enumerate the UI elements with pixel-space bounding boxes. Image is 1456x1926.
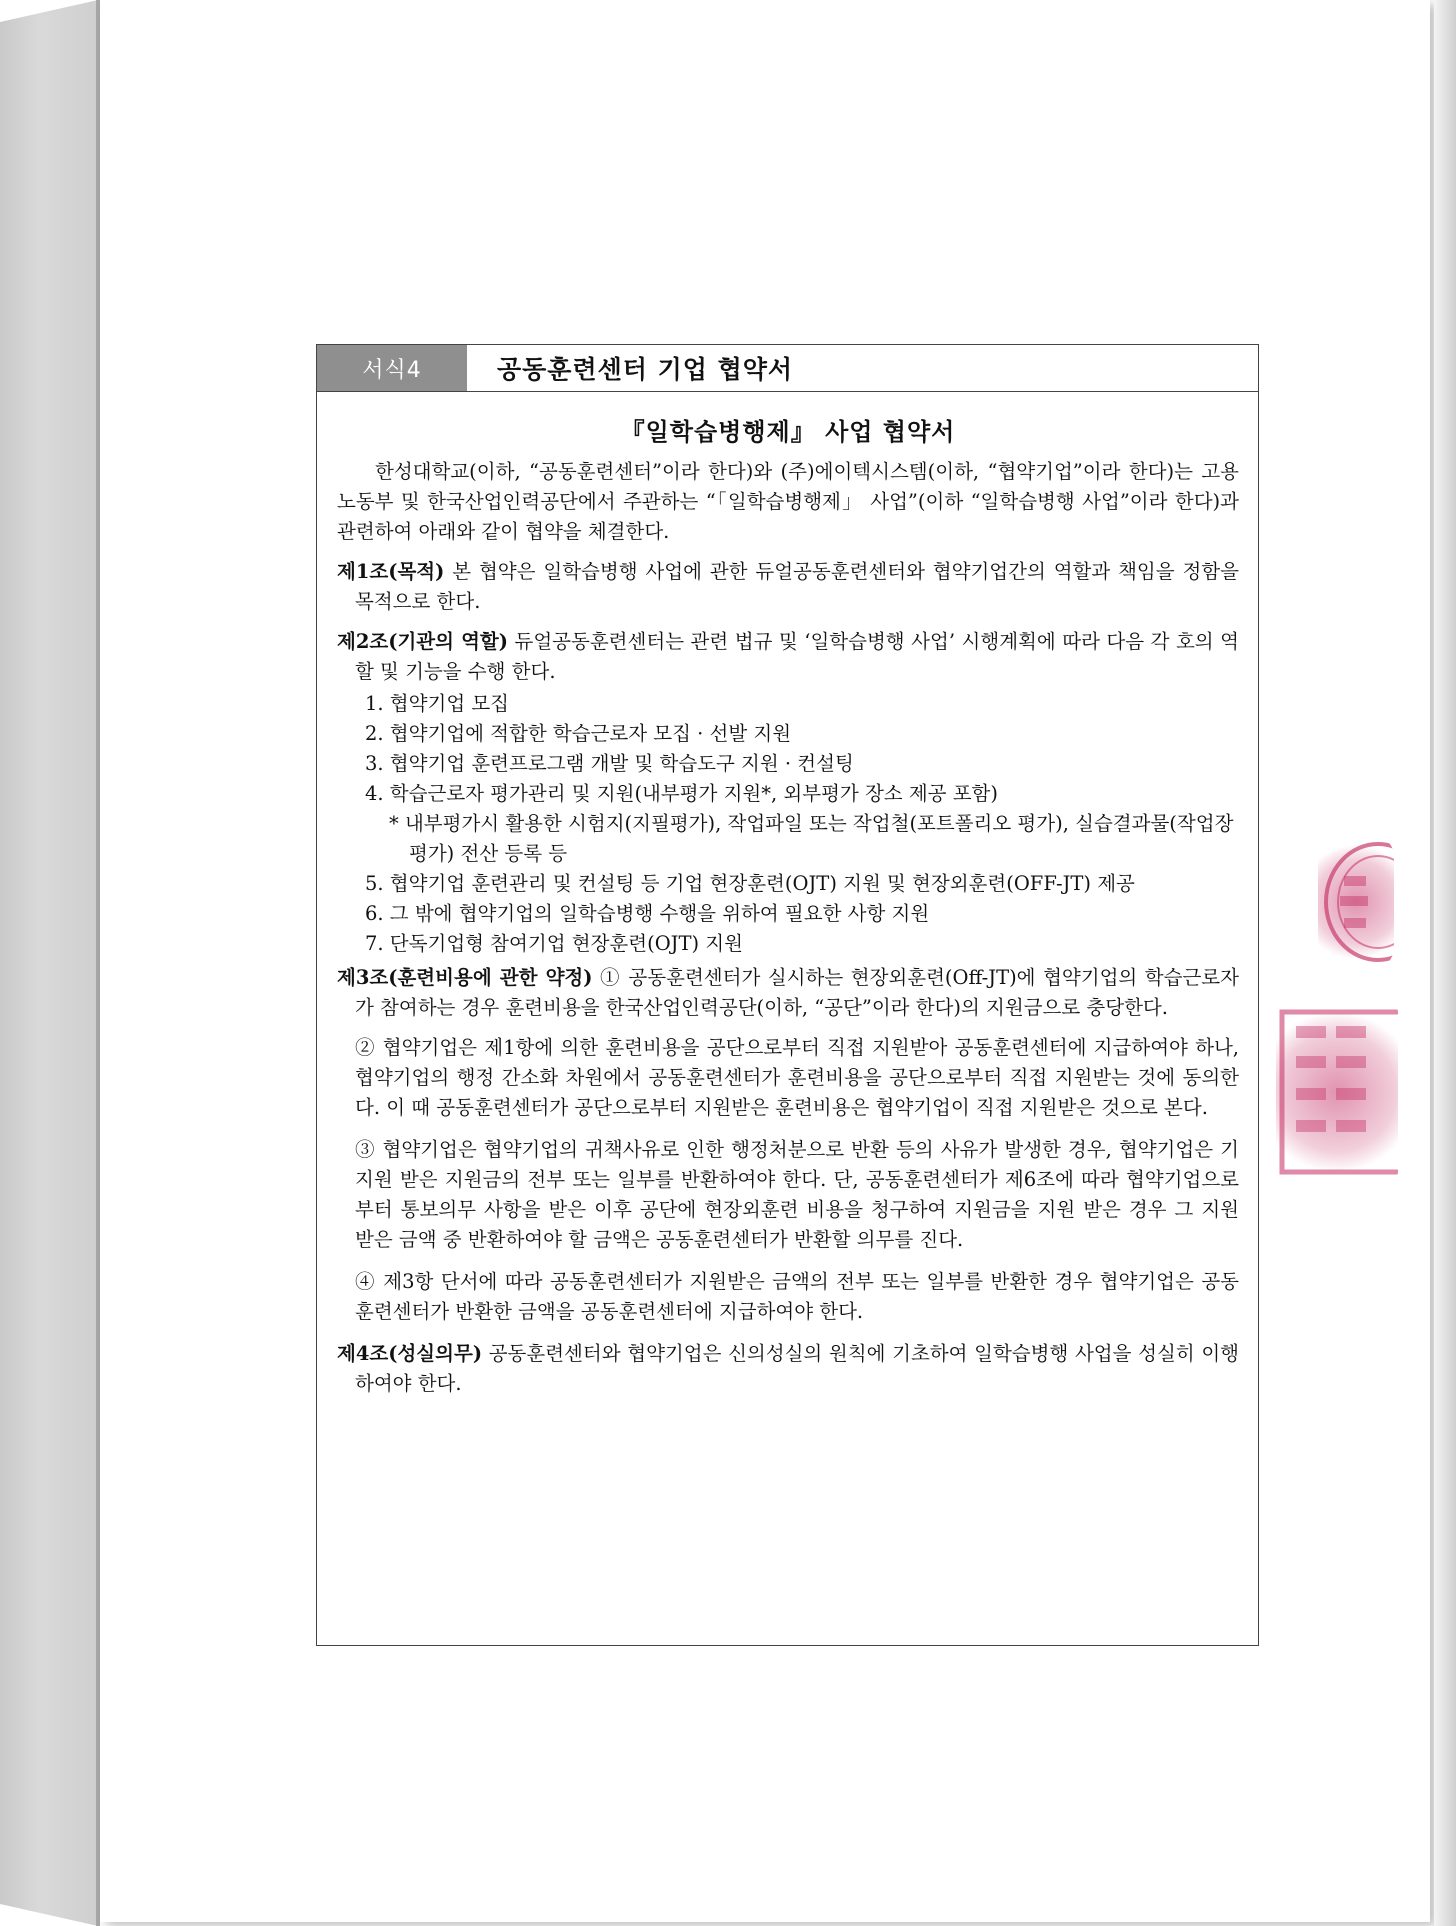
form-content xyxy=(337,413,1239,1409)
article-2-text: 듀얼공동훈련센터는 관련 법규 및 ‘일학습병행 사업’ 시행계획에 따라 다음 각 호의 역할 및 기능을 수행 한다. xyxy=(355,630,1239,683)
article-3-heading: 제3조(훈련비용에 관한 약정) xyxy=(337,966,593,989)
article-4-heading: 제4조(성실의무) xyxy=(337,1342,483,1365)
list-item: 6. 그 밖에 협약기업의 일학습병행 수행을 위하여 필요한 사항 지원 xyxy=(365,902,930,925)
article-3-clause-2: ② 협약기업은 제1항에 의한 훈련비용을 공단으로부터 직접 지원받아 공동훈련센터에 지급하여야 하나, 협약기업의 행정 간소화 차원에서 공동훈련센터가 훈련비용을 공단으로부터 직접 지원받는 것에 동의한다. 이 때 공동훈련센터가 공단으로부터 지원받은 훈련비용은 협약기업이 직접 지원받은 것으로 본다. xyxy=(355,1036,1239,1119)
seal-stamp-icon xyxy=(1318,836,1394,968)
article-4 xyxy=(337,1339,1239,1399)
article-3-clause-4: ④ 제3항 단서에 따라 공동훈련센터가 지원받은 금액의 전부 또는 일부를 반환한 경우 협약기업은 공동훈련센터가 반환한 금액을 공동훈련센터에 지급하여야 한다. xyxy=(355,1270,1239,1323)
list-note: * 내부평가시 활용한 시험지(지필평가), 작업파일 또는 작업철(포트폴리오 평가), 실습결과물(작업장 평가) 전산 등록 등 xyxy=(389,812,1234,865)
article-1 xyxy=(337,557,1239,617)
list-item: 3. 협약기업 훈련프로그램 개발 및 학습도구 지원 · 컨설팅 xyxy=(365,752,854,775)
seal-stamp-icon xyxy=(1276,1004,1398,1180)
form-title: 공동훈련센터 기업 협약서 xyxy=(497,355,794,384)
article-2-list xyxy=(337,689,1239,959)
form-tag: 서식4 xyxy=(317,345,467,391)
intro-paragraph: 한성대학교(이하, “공동훈련센터”이라 한다)와 (주)에이텍시스템(이하, “협약기업”이라 한다)는 고용노동부 및 한국산업인력공단에서 주관하는 “「일학습병행제」 사업”(이하 “일학습병행 사업”이라 한다)과 관련하여 아래와 같이 협약을 체결한다. xyxy=(337,460,1239,543)
list-item: 5. 협약기업 훈련관리 및 컨설팅 등 기업 현장훈련(OJT) 지원 및 현장외훈련(OFF-JT) 제공 xyxy=(365,872,1135,895)
article-1-text: 본 협약은 일학습병행 사업에 관한 듀얼공동훈련센터와 협약기업간의 역할과 책임을 정함을 목적으로 한다. xyxy=(355,560,1239,613)
book-spine xyxy=(0,0,98,1926)
list-item: 1. 협약기업 모집 xyxy=(365,692,510,715)
form-header xyxy=(317,345,1258,392)
article-3-text: ① 공동훈련센터가 실시하는 현장외훈련(Off-JT)에 협약기업의 학습근로자가 참여하는 경우 훈련비용을 한국산업인력공단(이하, “공단”이라 한다)의 지원금으로 충당한다. xyxy=(355,966,1239,1019)
page-right-edge xyxy=(1434,0,1456,1926)
article-3-clause-3: ③ 협약기업은 협약기업의 귀책사유로 인한 행정처분으로 반환 등의 사유가 발생한 경우, 협약기업은 기지원 받은 지원금의 전부 또는 일부를 반환하여야 한다. 단, 공동훈련센터가 제6조에 따라 협약기업으로부터 통보의무 사항을 받은 이후 공단에 현장외훈련 비용을 청구하여 지원금을 지원 받은 경우 그 지원 받은 금액 중 반환하여야 할 금액은 공동훈련센터가 반환할 의무를 진다. xyxy=(355,1138,1239,1251)
article-1-heading: 제1조(목적) xyxy=(337,560,445,583)
seal-stamp-1-graphic xyxy=(1318,836,1394,968)
list-item: 7. 단독기업형 참여기업 현장훈련(OJT) 지원 xyxy=(365,932,743,955)
article-2 xyxy=(337,627,1239,687)
seal-stamp-2-graphic xyxy=(1276,1004,1398,1180)
article-2-heading: 제2조(기관의 역할) xyxy=(337,630,508,653)
article-4-text: 공동훈련센터와 협약기업은 신의성실의 원칙에 기초하여 일학습병행 사업을 성실히 이행하여야 한다. xyxy=(355,1342,1239,1395)
agreement-form xyxy=(316,344,1259,1646)
list-item: 4. 학습근로자 평가관리 및 지원(내부평가 지원*, 외부평가 장소 제공 포함) xyxy=(365,782,998,805)
document-title: 『일학습병행제』 사업 협약서 xyxy=(620,418,956,446)
list-item: 2. 협약기업에 적합한 학습근로자 모집 · 선발 지원 xyxy=(365,722,792,745)
article-3 xyxy=(337,963,1239,1023)
